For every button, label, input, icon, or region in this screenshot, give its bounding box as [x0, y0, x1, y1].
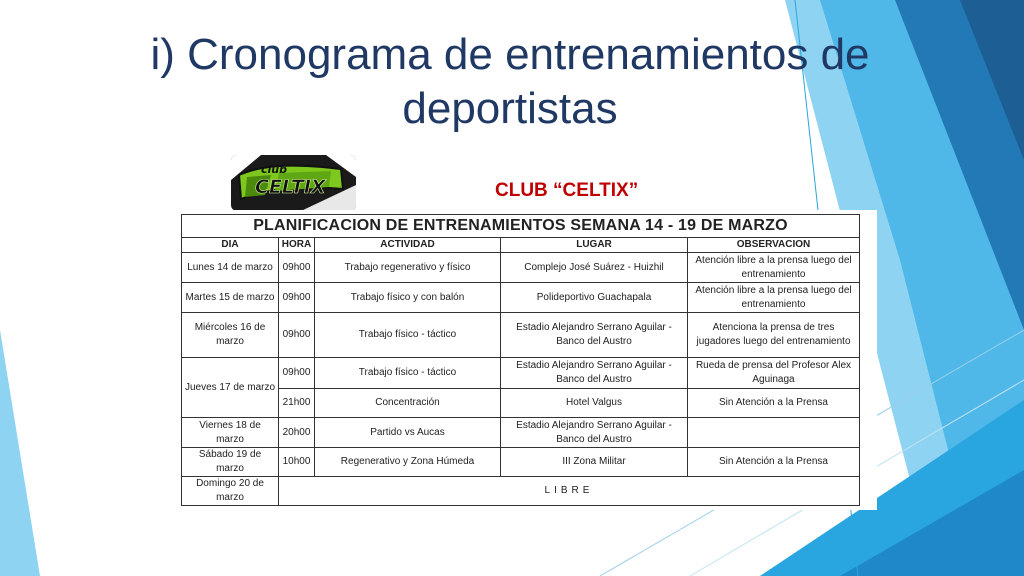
column-header-hora: HORA — [279, 238, 315, 253]
cell-hora: 21h00 — [279, 389, 315, 418]
table-row — [182, 448, 860, 477]
cell-actividad: Trabajo físico y con balón — [315, 283, 501, 313]
schedule-title: PLANIFICACION DE ENTRENAMIENTOS SEMANA 14 - 19 DE MARZO — [182, 215, 860, 238]
cell-actividad: Trabajo físico - táctico — [315, 358, 501, 389]
cell-observacion: Atención libre a la prensa luego del entrenamiento — [688, 283, 860, 313]
table-row — [182, 477, 860, 506]
cell-observacion — [688, 418, 860, 448]
table-row — [182, 313, 860, 358]
cell-lugar: Polideportivo Guachapala — [501, 283, 688, 313]
schedule-sheet — [177, 210, 877, 510]
cell-observacion: Atenciona la prensa de tres jugadores luego del entrenamiento — [688, 313, 860, 358]
cell-actividad: Trabajo físico - táctico — [315, 313, 501, 358]
svg-text:club: club — [261, 163, 287, 176]
svg-text:CELTIX: CELTIX — [255, 176, 326, 198]
table-row — [182, 253, 860, 283]
cell-dia: Martes 15 de marzo — [182, 283, 279, 313]
cell-hora: 09h00 — [279, 283, 315, 313]
cell-actividad: Concentración — [315, 389, 501, 418]
table-row — [182, 418, 860, 448]
cell-dia: Jueves 17 de marzo — [182, 358, 279, 418]
cell-actividad: Regenerativo y Zona Húmeda — [315, 448, 501, 477]
table-row — [182, 389, 860, 418]
cell-dia: Viernes 18 de marzo — [182, 418, 279, 448]
cell-hora: 10h00 — [279, 448, 315, 477]
cell-lugar: Estadio Alejandro Serrano Aguilar - Banco del Austro — [501, 418, 688, 448]
table-row — [182, 283, 860, 313]
slide-title: i) Cronograma de entrenamientos de deportistas — [150, 30, 870, 133]
cell-hora: 20h00 — [279, 418, 315, 448]
cell-dia: Domingo 20 de marzo — [182, 477, 279, 506]
table-row — [182, 358, 860, 389]
column-header-lugar: LUGAR — [501, 238, 688, 253]
cell-lugar: Estadio Alejandro Serrano Aguilar - Banco del Austro — [501, 313, 688, 358]
club-celtix-logo — [231, 155, 356, 211]
cell-lugar: III Zona Militar — [501, 448, 688, 477]
cell-observacion: Rueda de prensa del Profesor Alex Aguinaga — [688, 358, 860, 389]
cell-observacion: Sin Atención a la Prensa — [688, 389, 860, 418]
cell-actividad: Partido vs Aucas — [315, 418, 501, 448]
cell-dia: Miércoles 16 de marzo — [182, 313, 279, 358]
cell-hora: 09h00 — [279, 313, 315, 358]
cell-observacion: Sin Atención a la Prensa — [688, 448, 860, 477]
cell-libre: LIBRE — [279, 477, 860, 506]
cell-observacion: Atención libre a la prensa luego del entrenamiento — [688, 253, 860, 283]
cell-dia: Sábado 19 de marzo — [182, 448, 279, 477]
cell-actividad: Trabajo regenerativo y físico — [315, 253, 501, 283]
cell-dia: Lunes 14 de marzo — [182, 253, 279, 283]
column-header-actividad: ACTIVIDAD — [315, 238, 501, 253]
cell-hora: 09h00 — [279, 253, 315, 283]
cell-hora: 09h00 — [279, 358, 315, 389]
club-heading: CLUB “CELTIX” — [495, 180, 639, 201]
training-schedule-table — [181, 214, 860, 506]
cell-lugar: Estadio Alejandro Serrano Aguilar - Banco del Austro — [501, 358, 688, 389]
column-header-dia: DIA — [182, 238, 279, 253]
cell-lugar: Hotel Valgus — [501, 389, 688, 418]
column-header-observacion: OBSERVACION — [688, 238, 860, 253]
cell-lugar: Complejo José Suárez - Huizhil — [501, 253, 688, 283]
left-edge-shard — [0, 330, 40, 576]
